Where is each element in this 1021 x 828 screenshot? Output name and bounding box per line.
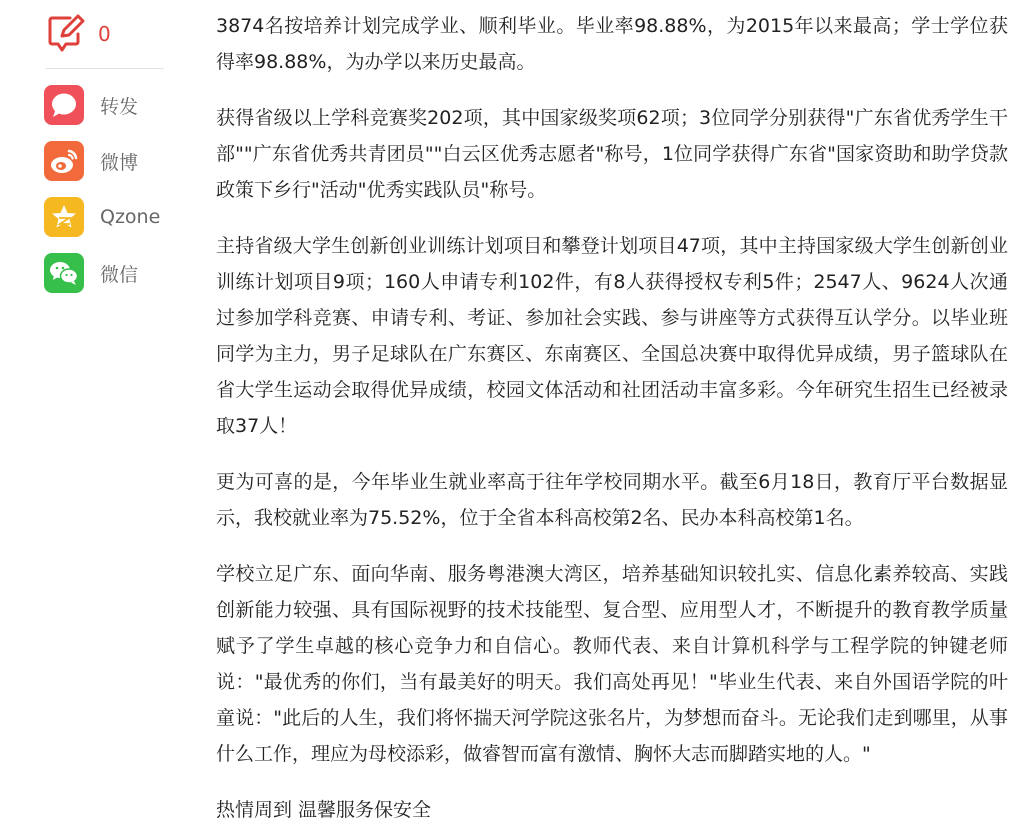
comment-count: 0 — [98, 22, 111, 46]
article-paragraph: 热情周到 温馨服务保安全 — [216, 799, 432, 821]
article-body — [216, 8, 1008, 828]
share-label-weibo: 微博 — [100, 151, 139, 174]
share-item-forward[interactable] — [44, 77, 164, 133]
article-paragraph: 获得省级以上学科竞赛奖202项，其中国家级奖项62项；3位同学分别获得"广东省优秀学生干部""广东省优秀共青团员""白云区优秀志愿者"称号，1位同学获得广东省"国家资助和助学贷款政策下乡行"活动"优秀实践队员"称号。 — [216, 107, 1008, 201]
share-label-qzone: Qzone — [100, 206, 161, 228]
sidebar-divider — [46, 68, 164, 69]
article-paragraph: 更为可喜的是，今年毕业生就业率高于往年学校同期水平。截至6月18日，教育厅平台数据显示，我校就业率为75.52%，位于全省本科高校第2名、民办本科高校第1名。 — [216, 471, 1008, 529]
share-label-wechat: 微信 — [100, 263, 139, 286]
article-paragraph: 3874名按培养计划完成学业、顺利毕业。毕业率98.88%，为2015年以来最高；学士学位获得率98.88%，为办学以来历史最高。 — [216, 15, 1008, 73]
chat-bubble-icon — [44, 85, 84, 125]
share-item-weibo[interactable] — [44, 133, 164, 189]
comment-edit-icon — [46, 14, 86, 54]
article-paragraph: 学校立足广东、面向华南、服务粤港澳大湾区，培养基础知识较扎实、信息化素养较高、实践创新能力较强、具有国际视野的技术技能型、复合型、应用型人才，不断提升的教育教学质量赋予了学生卓越的核心竞争力和自信心。教师代表、来自计算机科学与工程学院的钟键老师说："最优秀的你们，当有最美好的明天。我们高处再见！"毕业生代表、来自外国语学院的叶童说："此后的人生，我们将怀揣天河学院这张名片，为梦想而奋斗。无论我们走到哪里，从事什么工作，理应为母校添彩，做睿智而富有激情、胸怀大志而脚踏实地的人。" — [216, 563, 1008, 765]
share-item-qzone[interactable] — [44, 189, 164, 245]
comment-button[interactable] — [44, 10, 164, 58]
weibo-icon — [44, 141, 84, 181]
share-list — [44, 77, 164, 301]
wechat-icon — [44, 253, 84, 293]
star-icon — [44, 197, 84, 237]
share-label-forward: 转发 — [100, 95, 139, 118]
share-sidebar — [44, 10, 164, 301]
share-item-wechat[interactable] — [44, 245, 164, 301]
article-paragraph: 主持省级大学生创新创业训练计划项目和攀登计划项目47项，其中主持国家级大学生创新创业训练计划项目9项；160人申请专利102件，有8人获得授权专利5件；2547人、9624人次通过参加学科竞赛、申请专利、考证、参加社会实践、参与讲座等方式获得互认学分。以毕业班同学为主力，男子足球队在广东赛区、东南赛区、全国总决赛中取得优异成绩，男子篮球队在省大学生运动会取得优异成绩，校园文体活动和社团活动丰富多彩。今年研究生招生已经被录取37人！ — [216, 235, 1008, 437]
